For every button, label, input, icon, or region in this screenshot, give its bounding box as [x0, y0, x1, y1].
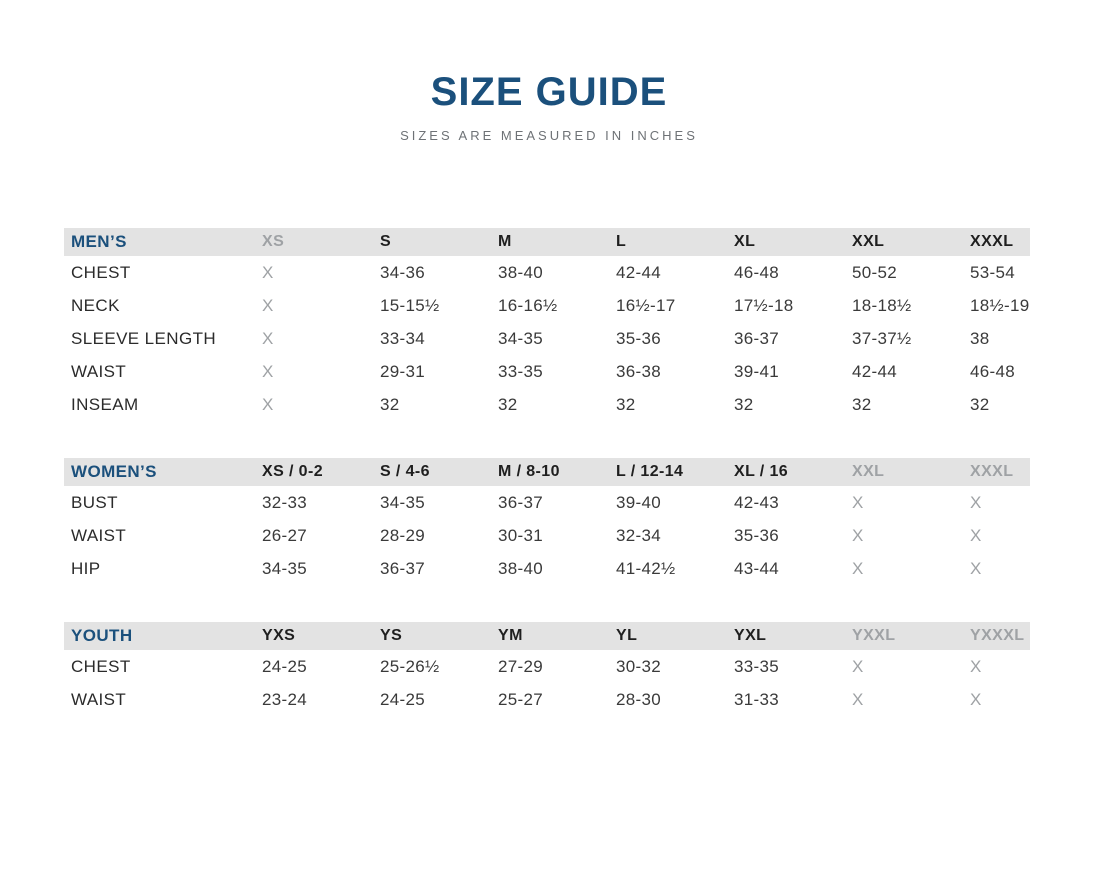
row-label: CHEST	[71, 656, 131, 676]
size-value: X	[852, 558, 864, 578]
size-value: 32	[734, 394, 754, 414]
size-value: 39-41	[734, 361, 779, 381]
column-header: YXS	[262, 627, 296, 644]
size-value: 18-18½	[852, 295, 912, 315]
size-row	[64, 322, 1030, 355]
row-label: WAIST	[71, 361, 127, 381]
size-value: X	[262, 295, 274, 315]
size-row	[64, 388, 1030, 421]
size-value: 34-35	[262, 558, 307, 578]
size-value: 29-31	[380, 361, 425, 381]
size-value: 46-48	[734, 262, 779, 282]
column-header: S	[380, 233, 392, 250]
size-value: 33-34	[380, 328, 425, 348]
section-name: WOMEN’S	[71, 462, 157, 481]
size-value: X	[852, 492, 864, 512]
size-value: 50-52	[852, 262, 897, 282]
section-header-row	[64, 458, 1030, 486]
size-row	[64, 289, 1030, 322]
size-value: 15-15½	[380, 295, 440, 315]
size-value: 26-27	[262, 525, 307, 545]
size-value: 30-31	[498, 525, 543, 545]
size-section	[64, 228, 1030, 421]
size-row	[64, 519, 1030, 552]
size-value: 34-35	[380, 492, 425, 512]
size-value: 36-37	[498, 492, 543, 512]
size-value: 36-38	[616, 361, 661, 381]
size-value: 30-32	[616, 656, 661, 676]
column-header: YXXL	[852, 627, 896, 644]
size-value: X	[970, 656, 982, 676]
size-value: 42-44	[616, 262, 661, 282]
size-value: 25-26½	[380, 656, 440, 676]
column-header: XS / 0-2	[262, 463, 324, 480]
column-header: L	[616, 233, 627, 250]
size-value: 32-33	[262, 492, 307, 512]
size-value: 28-29	[380, 525, 425, 545]
size-value: 33-35	[498, 361, 543, 381]
row-label: NECK	[71, 295, 120, 315]
size-value: 53-54	[970, 262, 1015, 282]
size-value: 24-25	[262, 656, 307, 676]
size-value: 28-30	[616, 689, 661, 709]
size-value: 18½-19	[970, 295, 1030, 315]
size-value: 34-36	[380, 262, 425, 282]
size-value: 32	[852, 394, 872, 414]
size-value: X	[262, 328, 274, 348]
section-name: YOUTH	[71, 626, 133, 645]
size-value: 34-35	[498, 328, 543, 348]
row-label: WAIST	[71, 689, 127, 709]
column-header: YS	[380, 627, 403, 644]
size-value: 43-44	[734, 558, 779, 578]
row-label: CHEST	[71, 262, 131, 282]
column-header: YXXXL	[970, 627, 1025, 644]
size-value: X	[970, 525, 982, 545]
size-value: 41-42½	[616, 558, 676, 578]
size-value: 16½-17	[616, 295, 676, 315]
column-header: YM	[498, 627, 523, 644]
size-value: 39-40	[616, 492, 661, 512]
size-value: 36-37	[734, 328, 779, 348]
size-value: X	[970, 492, 982, 512]
section-name: MEN’S	[71, 232, 127, 251]
page-header	[0, 72, 1098, 143]
column-header: XS	[262, 233, 285, 250]
size-value: 25-27	[498, 689, 543, 709]
size-value: X	[852, 689, 864, 709]
row-label: SLEEVE LENGTH	[71, 328, 217, 348]
size-value: 37-37½	[852, 328, 912, 348]
size-value: 33-35	[734, 656, 779, 676]
row-label: WAIST	[71, 525, 127, 545]
column-header: M	[498, 233, 512, 250]
size-value: X	[852, 525, 864, 545]
size-value: 17½-18	[734, 295, 794, 315]
column-header: YXL	[734, 627, 767, 644]
size-value: X	[852, 656, 864, 676]
size-value: 24-25	[380, 689, 425, 709]
size-row	[64, 256, 1030, 289]
size-value: X	[970, 689, 982, 709]
size-value: 46-48	[970, 361, 1015, 381]
size-value: 42-43	[734, 492, 779, 512]
size-section	[64, 622, 1030, 716]
size-row	[64, 683, 1030, 716]
page-subtitle: SIZES ARE MEASURED IN INCHES	[400, 128, 698, 143]
column-header: M / 8-10	[498, 463, 560, 480]
size-value: 16-16½	[498, 295, 558, 315]
size-value: 42-44	[852, 361, 897, 381]
size-value: 38-40	[498, 262, 543, 282]
size-row	[64, 486, 1030, 519]
size-row	[64, 355, 1030, 388]
size-value: X	[970, 558, 982, 578]
section-header-row	[64, 228, 1030, 256]
size-value: 27-29	[498, 656, 543, 676]
size-value: 32	[380, 394, 400, 414]
size-value: 38-40	[498, 558, 543, 578]
size-value: 38	[970, 328, 990, 348]
size-value: X	[262, 262, 274, 282]
size-value: 32	[616, 394, 636, 414]
column-header: L / 12-14	[616, 463, 684, 480]
size-value: 23-24	[262, 689, 307, 709]
size-row	[64, 650, 1030, 683]
size-tables	[64, 228, 1030, 716]
column-header: XXXL	[970, 463, 1014, 480]
column-header: XXXL	[970, 233, 1014, 250]
column-header: XXL	[852, 233, 885, 250]
row-label: HIP	[71, 558, 101, 578]
size-value: 32-34	[616, 525, 661, 545]
column-header: XL / 16	[734, 463, 789, 480]
column-header: XXL	[852, 463, 885, 480]
size-value: 31-33	[734, 689, 779, 709]
row-label: INSEAM	[71, 394, 139, 414]
size-value: 36-37	[380, 558, 425, 578]
section-header-row	[64, 622, 1030, 650]
size-value: X	[262, 394, 274, 414]
column-header: XL	[734, 233, 756, 250]
size-section	[64, 458, 1030, 585]
size-value: 32	[970, 394, 990, 414]
size-row	[64, 552, 1030, 585]
size-value: 32	[498, 394, 518, 414]
column-header: S / 4-6	[380, 463, 430, 480]
column-header: YL	[616, 627, 638, 644]
size-value: 35-36	[616, 328, 661, 348]
row-label: BUST	[71, 492, 118, 512]
size-value: 35-36	[734, 525, 779, 545]
size-value: X	[262, 361, 274, 381]
page-title: SIZE GUIDE	[430, 70, 668, 114]
